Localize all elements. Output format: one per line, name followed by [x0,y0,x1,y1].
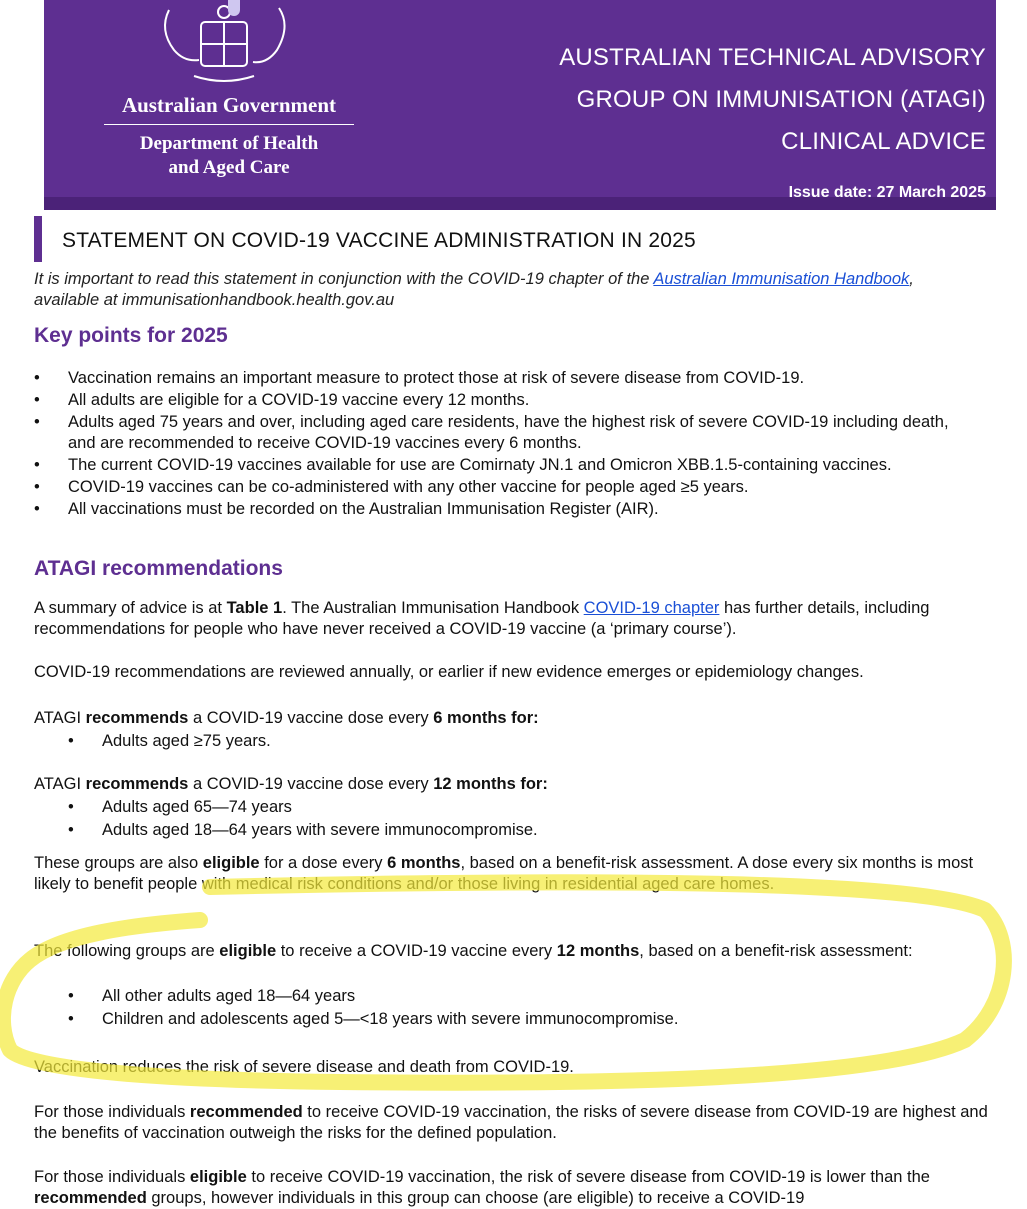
statement-accent-bar [34,216,42,262]
rec6-b: recommends [85,709,189,727]
rec12-c: a COVID-19 vaccine dose every [188,775,434,793]
el12-d: 12 months [556,942,640,960]
el12-a: The following groups are [34,942,220,960]
rec6-d: 6 months [433,709,507,727]
list-item: • Adults aged ≥75 years. [68,731,271,752]
also-e: , based on a benefit-risk assessment. A dose every six months is most likely to benefit people with medical risk conditions and/or those living in residential aged care homes. [34,854,974,893]
rec12-b: recommends [85,775,189,793]
header-divider [104,124,354,125]
handbook-link[interactable]: Australian Immunisation Handbook [653,270,910,288]
intro-text [34,269,964,311]
also-c: for a dose every [259,854,388,872]
reviewed-paragraph: COVID-19 recommendations are reviewed annually, or earlier if new evidence emerges or epidemiology changes. [34,663,864,681]
el12-e: , based on a benefit-risk assessment: [639,942,913,960]
recpara-a: For those individuals [34,1103,190,1121]
list-item: • The current COVID-19 vaccines available for use are Comirnaty JN.1 and Omicron XBB.1.5-containing vaccines. [34,455,974,476]
elpara-a: For those individuals [34,1168,190,1186]
list-item: • Children and adolescents aged 5—<18 years with severe immunocompromise. [68,1009,678,1030]
atagi-title [386,37,986,163]
rec-6-months-paragraph [34,708,990,729]
eligible-12-months-paragraph [34,941,990,962]
top-tab-marker [228,0,240,16]
el12-c: to receive a COVID-19 vaccine every [276,942,557,960]
issue-date: Issue date: 27 March 2025 [788,184,986,201]
recommended-individuals-paragraph [34,1102,990,1144]
recpara-b: recommended [189,1103,303,1121]
atagi-title-line-2: GROUP ON IMMUNISATION (ATAGI) [576,86,986,113]
rec6-c: a COVID-19 vaccine dose every [188,709,434,727]
elpara-c: to receive COVID-19 vaccination, the risk of severe disease from COVID-19 is lower than the [246,1168,930,1186]
summary-table-ref: Table 1 [226,599,283,617]
rec12-a: ATAGI [34,775,86,793]
elpara-b: eligible [189,1168,247,1186]
department-name [104,132,354,180]
coat-of-arms-icon [139,0,309,90]
list-item: • All other adults aged 18—64 years [68,986,678,1007]
atagi-title-line-1: AUSTRALIAN TECHNICAL ADVISORY [559,44,986,71]
rec6-e: for: [506,709,539,727]
list-item: • Adults aged 65—74 years [68,797,538,818]
key-points-heading: Key points for 2025 [34,324,228,347]
header-banner [44,0,996,210]
government-name: Australian Government [121,93,337,117]
summary-paragraph [34,598,990,640]
rec-12-months-list [68,797,538,843]
el12-b: eligible [219,942,277,960]
reduces-risk-paragraph: Vaccination reduces the risk of severe disease and death from COVID-19. [34,1058,574,1076]
list-item: • All adults are eligible for a COVID-19 vaccine every 12 months. [34,390,974,411]
list-item: • Adults aged 75 years and over, including aged care residents, have the highest risk of severe COVID-19 including death, and are recommended to receive COVID-19 vaccines every 6 months. [34,412,974,454]
atagi-title-line-3: CLINICAL ADVICE [781,128,986,155]
summary-text-d: has further details, including recommendations for people who have never received a COVID-19 vaccine (a ‘primary course’). [34,599,930,638]
department-line-1: Department of Health [139,133,319,154]
intro-before: It is important to read this statement in conjunction with the COVID-19 chapter of the [34,270,654,288]
rec12-d: 12 months for: [433,775,548,793]
eligible-12-months-list [68,986,678,1032]
key-points-list [34,368,974,521]
recpara-c: to receive COVID-19 vaccination, the risks of severe disease from COVID-19 are highest and the benefits of vaccination outweigh the risks for the defined population. [34,1103,988,1142]
also-eligible-paragraph [34,853,990,895]
also-b: eligible [202,854,260,872]
also-d: 6 months [387,854,461,872]
list-item: • Adults aged 18—64 years with severe immunocompromise. [68,820,538,841]
elpara-d: recommended [34,1189,147,1207]
department-line-2: and Aged Care [168,157,290,178]
intro-after: , available at immunisationhandbook.health.gov.au [34,270,914,309]
summary-text-a: A summary of advice is at [34,599,227,617]
covid-chapter-link[interactable]: COVID-19 chapter [583,599,720,617]
rec-6-months-list [68,731,271,754]
rec6-a: ATAGI [34,709,86,727]
list-item: • All vaccinations must be recorded on the Australian Immunisation Register (AIR). [34,499,974,520]
statement-title: STATEMENT ON COVID-19 VACCINE ADMINISTRATION IN 2025 [62,229,696,252]
elpara-e: groups, however individuals in this group can choose (are eligible) to receive a COVID-19 [146,1189,805,1207]
eligible-individuals-paragraph [34,1167,990,1209]
list-item: • Vaccination remains an important measure to protect those at risk of severe disease from COVID-19. [34,368,974,389]
list-item: • COVID-19 vaccines can be co-administered with any other vaccine for people aged ≥5 years. [34,477,974,498]
rec-12-months-paragraph [34,774,990,795]
recommendations-heading: ATAGI recommendations [34,557,283,580]
summary-text-c: . The Australian Immunisation Handbook [282,599,584,617]
also-a: These groups are also [34,854,203,872]
